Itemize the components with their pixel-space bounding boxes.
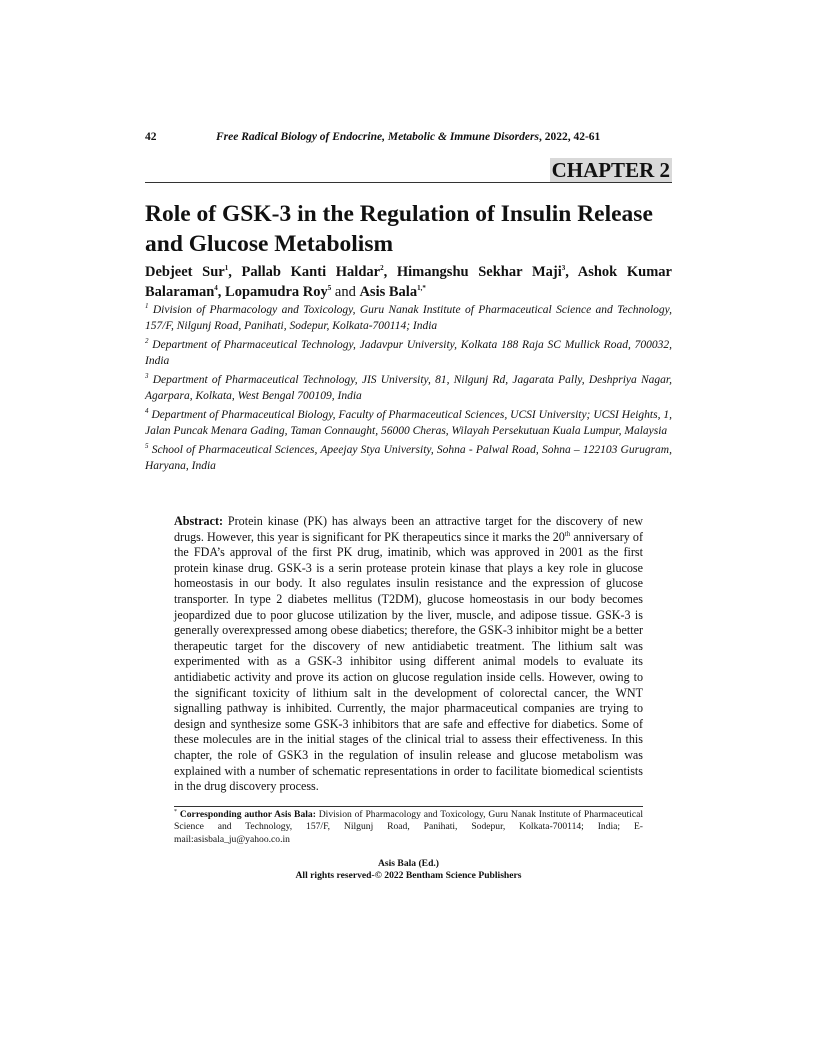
journal-year-pages: , 2022, 42-61: [538, 131, 601, 143]
footnote-rule: [174, 806, 643, 807]
author-sep: ,: [217, 283, 226, 300]
footnote-text: Division of Pharmacology and Toxicology, Guru Nanak Institute of Pharmaceutical Science and Technology, 157/F, Nilgunj Road, Panihati, Sodepur, Kolkata-700114; India; E-mail:asisbala_ju@yahoo.co.in: [174, 809, 644, 845]
affiliation-sup: 2: [145, 337, 149, 346]
author-list: [145, 263, 672, 302]
author-sup: 2: [380, 264, 384, 273]
abstract-label: Abstract:: [174, 514, 224, 528]
chapter-label: CHAPTER 2: [551, 158, 670, 182]
author-sup: 5: [327, 283, 332, 292]
publisher-block: [145, 858, 672, 882]
footnote-label: Corresponding author Asis Bala:: [177, 809, 316, 820]
author-name: Pallab Kanti Haldar: [241, 264, 381, 280]
author-sep: ,: [383, 264, 397, 280]
abstract-text-cont: anniversary of the FDA’s approval of the first PK drug, imatinib, which was approved in 2001 as the first protein kinase drug. GSK-3 is a serin protease protein kinase that plays a key role in glucose homeostasis in our body. It also regulates insulin resistance and the expression of glucose transporter. In type 2 diabetes mellitus (T2DM), glucose homeostasis in our body becomes jeopardized due to poor glucose utilization by the liver, muscle, and adipose tissue. GSK-3 is generally overexpressed among obese diabetics; therefore, the GSK-3 inhibitor might be a better therapeutic target for the discovery of new antidiabetic treatment. The lithium salt was experimented with as a GSK-3 inhibitor using different animal models to evaluate its antidiabetic activity and prove its action on glucose regulation inside cells. However, owing to the significant toxicity of lithium salt in the development of colorectal cancer, the WNT signalling pathway is inhibited. Currently, the major pharmaceutical companies are trying to design and synthesize some GSK-3 inhibitors that are safe and effective for diabetics. Some of these molecules are in the initial stages of the clinical trial to assess their effectiveness. In this chapter, the role of GSK3 in the regulation of insulin release and glucose metabolism was explained with a number of schematic representations in order to facilitate biomedical scientists in the drug discovery process.: [174, 529, 643, 794]
affiliation: [145, 407, 672, 439]
affiliation-sup: 1: [145, 302, 149, 311]
author-sup: 1,*: [417, 283, 426, 292]
affiliation-sup: 4: [145, 407, 149, 416]
header-rule: [145, 182, 672, 183]
affiliation-sup: 5: [145, 442, 149, 451]
abstract-text: Protein kinase (PK) has always been an attractive target for the discovery of new drugs. However, this year is significant for PK therapeutics since it marks the 20: [174, 514, 643, 544]
journal-citation: [216, 131, 600, 143]
author-name: Debjeet Sur: [145, 264, 225, 280]
affiliation-text: Department of Pharmaceutical Technology, JIS University, 81, Nilgunj Rd, Jagarata Pally, Deshpriya Nagar, Agarpara, Kolkata, West Bengal 700109, India: [145, 374, 673, 402]
affiliation: [145, 442, 672, 474]
author-sep: ,: [565, 264, 578, 280]
affiliations: [145, 302, 672, 477]
affiliation-text: Department of Pharmaceutical Biology, Faculty of Pharmaceutical Sciences, UCSI University; UCSI Heights, 1, Jalan Puncak Menara Gading, Taman Connaught, 56000 Cheras, Wilayah Persekutuan Kuala Lumpur, Malaysia: [145, 409, 673, 437]
corresponding-author-footnote: [174, 809, 643, 846]
rights-line: All rights reserved-© 2022 Bentham Science Publishers: [295, 870, 522, 881]
author-name: Lopamudra Roy: [225, 283, 328, 300]
affiliation-sup: 3: [145, 372, 149, 381]
editor-line: Asis Bala (Ed.): [377, 858, 440, 869]
affiliation: [145, 302, 672, 334]
affiliation-text: School of Pharmaceutical Sciences, Apeejay Stya University, Sohna - Palwal Road, Sohna – 122103 Gurugram, Haryana, India: [145, 444, 672, 472]
author-sup: 4: [214, 283, 218, 292]
page-number: 42: [145, 131, 157, 143]
affiliation-text: Department of Pharmaceutical Technology, Jadavpur University, Kolkata 188 Raja SC Mullick Road, 700032, India: [145, 339, 673, 367]
abstract-sup: th: [564, 529, 571, 538]
affiliation-text: Division of Pharmacology and Toxicology, Guru Nanak Institute of Pharmaceutical Science and Technology, 157/F, Nilgunj Road, Panihati, Sodepur, Kolkata-700114; India: [145, 304, 673, 332]
affiliation: [145, 372, 672, 404]
footnote-sup: *: [174, 808, 177, 815]
affiliation: [145, 337, 672, 369]
author-sep: and: [331, 283, 360, 300]
author-sup: 1: [224, 264, 229, 273]
abstract: [174, 514, 643, 795]
journal-name: Free Radical Biology of Endocrine, Metabolic & Immune Disorders: [216, 131, 539, 143]
author-name: Himangshu Sekhar Maji: [396, 264, 562, 280]
author-sup: 3: [561, 264, 566, 273]
author-sep: ,: [228, 264, 242, 280]
chapter-title: Role of GSK-3 in the Regulation of Insulin Release and Glucose Metabolism: [145, 201, 653, 257]
author-name: Ashok Kumar Balaraman: [145, 264, 672, 300]
author-name: Asis Bala: [359, 283, 418, 300]
